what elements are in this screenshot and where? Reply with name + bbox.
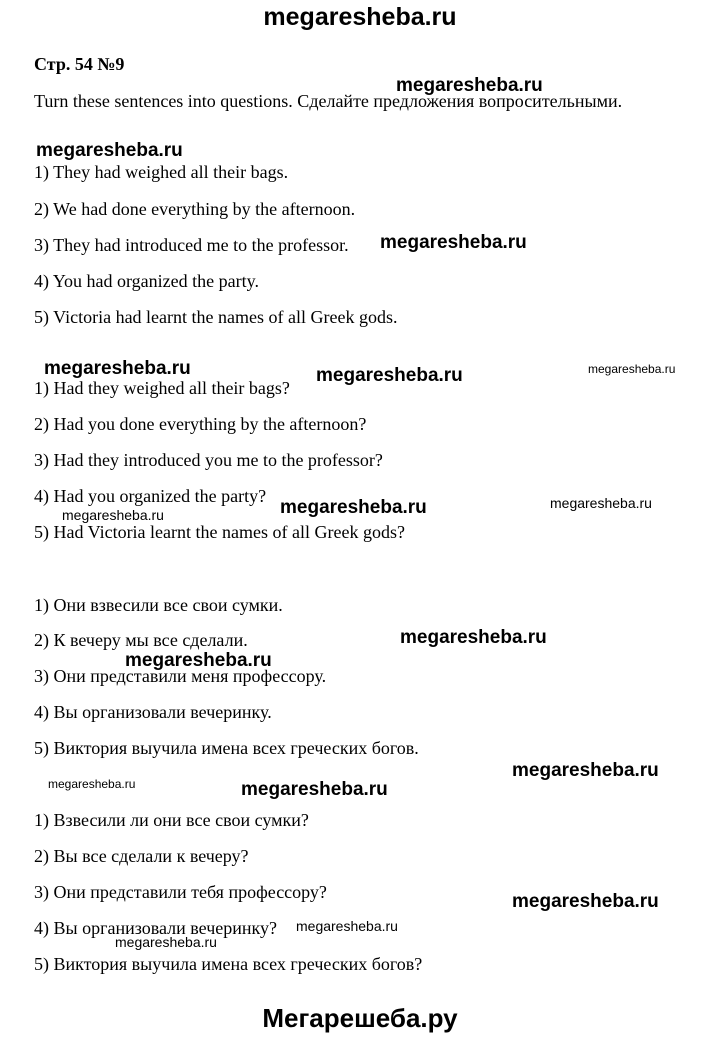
- question-2: 2) Had you done everything by the afternoon?: [34, 414, 367, 434]
- question-ru-4: 4) Вы организовали вечеринку?: [34, 918, 277, 938]
- question-ru-1: 1) Взвесили ли они все свои сумки?: [34, 810, 309, 830]
- watermark: megaresheba.ru: [280, 497, 427, 518]
- site-header-title: megaresheba.ru: [263, 3, 457, 31]
- watermark: megaresheba.ru: [550, 495, 652, 511]
- question-1: 1) Had they weighed all their bags?: [34, 378, 290, 398]
- watermark: megaresheba.ru: [512, 891, 659, 912]
- sentence-ru-2: 2) К вечеру мы все сделали.: [34, 630, 248, 650]
- sentence-ru-1: 1) Они взвесили все свои сумки.: [34, 595, 283, 615]
- site-footer-title: Мегарешеба.ру: [262, 1003, 458, 1033]
- watermark: megaresheba.ru: [512, 760, 659, 781]
- watermark: megaresheba.ru: [588, 362, 676, 376]
- sentence-ru-5: 5) Виктория выучила имена всех греческих богов.: [34, 738, 419, 758]
- sentence-3: 3) They had introduced me to the professor.: [34, 235, 349, 255]
- question-ru-2: 2) Вы все сделали к вечеру?: [34, 846, 249, 866]
- watermark: megaresheba.ru: [115, 934, 217, 950]
- sentence-ru-4: 4) Вы организовали вечеринку.: [34, 702, 272, 722]
- watermark: megaresheba.ru: [400, 627, 547, 648]
- watermark: megaresheba.ru: [48, 777, 136, 791]
- question-ru-3: 3) Они представили тебя профессору?: [34, 882, 327, 902]
- sentence-ru-3: 3) Они представили меня профессору.: [34, 666, 327, 686]
- watermark: megaresheba.ru: [125, 650, 272, 671]
- watermark: megaresheba.ru: [36, 140, 183, 161]
- watermark: megaresheba.ru: [316, 365, 463, 386]
- sentence-2: 2) We had done everything by the afternoon.: [34, 199, 356, 219]
- watermark: megaresheba.ru: [396, 75, 543, 96]
- page-heading: Стр. 54 №9: [34, 54, 125, 74]
- question-3: 3) Had they introduced you me to the professor?: [34, 450, 383, 470]
- question-5: 5) Had Victoria learnt the names of all Greek gods?: [34, 522, 405, 542]
- question-ru-5: 5) Виктория выучила имена всех греческих богов?: [34, 954, 423, 974]
- sentence-1: 1) They had weighed all their bags.: [34, 162, 289, 182]
- watermark: megaresheba.ru: [380, 232, 527, 253]
- watermark: megaresheba.ru: [296, 918, 398, 934]
- watermark: megaresheba.ru: [241, 779, 388, 800]
- watermark: megaresheba.ru: [62, 507, 164, 523]
- task-instruction: Turn these sentences into questions. Сделайте предложения вопросительными.: [34, 91, 623, 111]
- watermark: megaresheba.ru: [44, 358, 191, 379]
- question-4: 4) Had you organized the party?: [34, 486, 267, 506]
- sentence-4: 4) You had organized the party.: [34, 271, 259, 291]
- sentence-5: 5) Victoria had learnt the names of all Greek gods.: [34, 307, 398, 327]
